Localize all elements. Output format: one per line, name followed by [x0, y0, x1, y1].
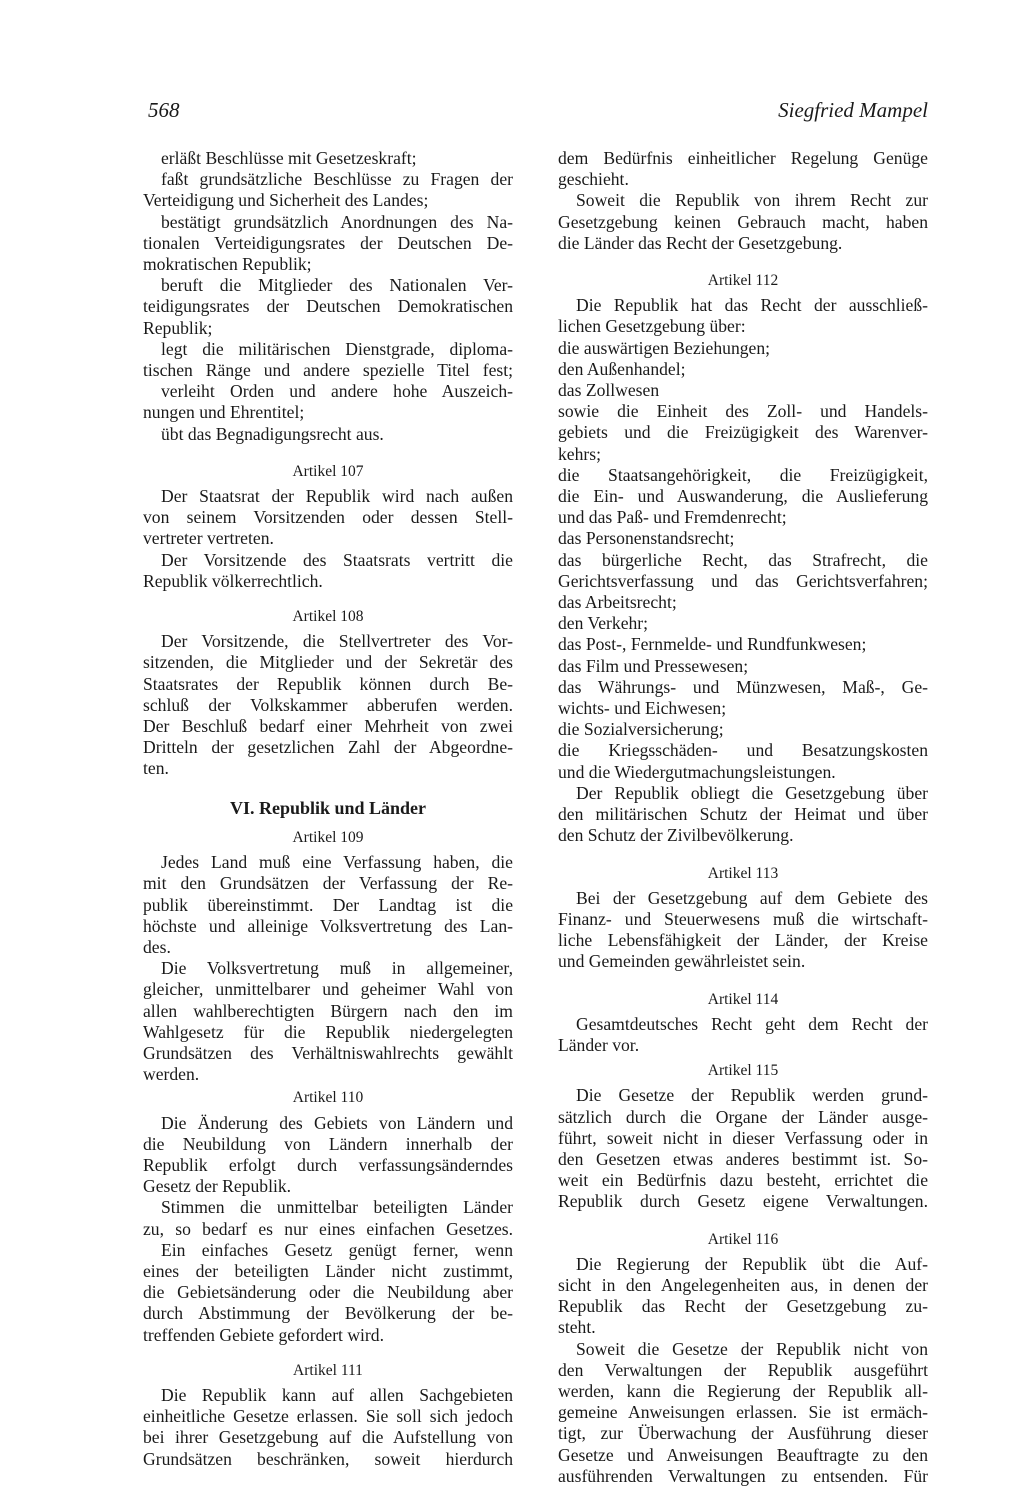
article-110-body — [143, 1113, 513, 1346]
text-line: teidigungsrates der Deutschen Demokratischen — [143, 296, 513, 317]
text-line: Republik erfolgt durch verfassungsänderndes — [143, 1154, 513, 1175]
text-line: durch Abstimmung der Bevölkerung der be- — [143, 1303, 513, 1324]
text-line: Der Vorsitzende, die Stellvertreter des Vor- — [161, 631, 513, 652]
text-line: zu, so bedarf es nur eines einfachen Gesetzes. — [143, 1218, 513, 1239]
text-line: den Außenhandel; — [558, 358, 686, 379]
text-line: eines der beteiligten Länder nicht zustimmt, — [143, 1260, 513, 1281]
text-line: das Personenstandsrecht; — [558, 528, 735, 549]
text-line: kehrs; — [558, 443, 601, 464]
text-line: dem Bedürfnis einheitlicher Regelung Genüge — [558, 148, 928, 168]
article-heading: Artikel 111 — [293, 1361, 363, 1379]
text-line: Gesamtdeutsches Recht geht dem Recht der — [576, 1013, 928, 1034]
page-header — [148, 98, 928, 128]
text-line: Verteidigung und Sicherheit des Landes; — [143, 190, 429, 211]
text-line: Gesetzgebung keinen Gebrauch macht, haben — [558, 211, 928, 232]
text-line: den militärischen Schutz der Heimat und über — [558, 804, 928, 825]
text-line: den Schutz der Zivilbevölkerung. — [558, 825, 794, 846]
article-heading: Artikel 115 — [707, 1062, 779, 1080]
text-line: steht. — [558, 1317, 596, 1338]
text-line: sicht in den Angelegenheiten aus, in denen der — [558, 1274, 928, 1295]
text-line: die auswärtigen Beziehungen; — [558, 337, 771, 358]
text-line: die Staatsangehörigkeit, die Freizügigkeit, — [558, 464, 928, 485]
text-line: gemeine Anweisungen erlassen. Sie ist ermäch- — [558, 1402, 928, 1423]
text-line: sätzlich durch die Organe der Länder ausge- — [558, 1106, 928, 1127]
text-line: Stimmen die unmittelbar beteiligten Länder — [161, 1197, 513, 1218]
text-line: Der Beschluß bedarf einer Mehrheit von zwei — [143, 716, 513, 737]
text-line: Finanz- und Steuerwesens muß die wirtschaft- — [558, 908, 928, 929]
text-line: den Verwaltungen der Republik ausgeführt — [558, 1359, 928, 1380]
text-line: Republik durch Gesetz eigene Verwaltungen. — [558, 1191, 928, 1212]
text-line: bei ihrer Gesetzgebung auf die Aufstellung von — [143, 1427, 513, 1448]
text-line: Die Gesetze der Republik werden grund- — [576, 1085, 928, 1106]
text-line: die Sozialversicherung; — [558, 719, 724, 740]
text-line: nungen und Ehrentitel; — [143, 402, 305, 423]
section-heading: VI. Republik und Länder — [229, 797, 427, 818]
text-line: faßt grundsätzliche Beschlüsse zu Fragen der — [161, 169, 513, 190]
article-111-continuation — [558, 148, 928, 254]
left-column — [143, 148, 513, 1470]
text-line: Grundsätzen des Verhältniswahlrechts gewählt — [143, 1042, 513, 1063]
text-line: Die Änderung des Gebiets von Ländern und — [161, 1112, 513, 1133]
text-line: die Neubildung von Ländern innerhalb der — [143, 1133, 513, 1154]
text-line: vertreter vertreten. — [143, 528, 274, 549]
text-line: und das Paß- und Fremdenrecht; — [558, 507, 787, 528]
article-heading: Artikel 109 — [292, 828, 364, 846]
text-line: den Gesetzen etwas anderes bestimmt ist. So- — [558, 1148, 928, 1169]
text-line: tionalen Verteidigungsrates der Deutschen De- — [143, 232, 513, 253]
article-116-body — [558, 1254, 928, 1487]
article-heading: Artikel 116 — [707, 1230, 779, 1248]
text-line: sowie die Einheit des Zoll- und Handels- — [558, 401, 928, 422]
text-line: das bürgerliche Recht, das Strafrecht, die — [558, 549, 928, 570]
article-heading: Artikel 108 — [292, 608, 364, 626]
text-line: Gesetz der Republik. — [143, 1176, 292, 1197]
text-line: von seinem Vorsitzenden oder dessen Stell- — [143, 507, 513, 528]
article-heading: Artikel 114 — [707, 990, 779, 1008]
text-line: Jedes Land muß eine Verfassung haben, die — [161, 852, 513, 873]
text-line: die Kriegsschäden- und Besatzungskosten — [558, 740, 928, 761]
text-line: Die Republik hat das Recht der ausschließ- — [576, 295, 928, 316]
article-heading: Artikel 107 — [292, 462, 364, 480]
text-line: Republik völkerrechtlich. — [143, 570, 323, 591]
text-line: mokratischen Republik; — [143, 254, 312, 275]
running-title: Siegfried Mampel — [778, 98, 928, 122]
text-line: und Gemeinden gewährleistet sein. — [558, 951, 806, 972]
text-line: Die Volksvertretung muß in allgemeiner, — [161, 958, 513, 979]
article-114-body — [558, 1014, 928, 1056]
text-line: das Arbeitsrecht; — [558, 592, 677, 613]
text-line: Grundsätzen beschränken, soweit hierdurch — [143, 1448, 513, 1469]
article-108-body — [143, 631, 513, 779]
text-line: Bei der Gesetzgebung auf dem Gebiete des — [576, 887, 928, 908]
text-line: gleicher, unmittelbarer und geheimer Wahl von — [143, 979, 513, 1000]
text-line: das Zollwesen — [558, 380, 660, 401]
text-line: bestätigt grundsätzlich Anordnungen des Na- — [161, 211, 513, 232]
text-line: mit den Grundsätzen der Verfassung der Re- — [143, 873, 513, 894]
text-line: geschieht. — [558, 169, 629, 190]
text-line: werden. — [143, 1064, 200, 1085]
article-106-continuation — [143, 148, 513, 445]
article-heading: Artikel 112 — [707, 272, 779, 290]
text-line: Staatsrates der Republik können durch Be- — [143, 673, 513, 694]
article-112-body — [558, 295, 928, 846]
text-line: Die Republik kann auf allen Sachgebieten — [161, 1384, 513, 1405]
text-line: und die Wiedergutmachungsleistungen. — [558, 761, 836, 782]
text-line: allen wahlberechtigten Bürgern nach den im — [143, 1000, 513, 1021]
article-113-body — [558, 888, 928, 973]
text-line: Soweit die Republik von ihrem Recht zur — [576, 190, 928, 211]
text-line: Gerichtsverfassung und das Gerichtsverfahren; — [558, 570, 928, 591]
text-line: legt die militärischen Dienstgrade, diploma- — [161, 338, 513, 359]
text-line: wichts- und Eichwesen; — [558, 698, 727, 719]
text-line: Soweit die Gesetze der Republik nicht von — [576, 1338, 928, 1359]
text-line: übt das Begnadigungsrecht aus. — [161, 423, 384, 444]
text-line: Republik das Recht der Gesetzgebung zu- — [558, 1296, 928, 1317]
text-line: verleiht Orden und andere hohe Auszeich- — [161, 381, 513, 402]
right-column — [558, 148, 928, 1487]
text-line: erläßt Beschlüsse mit Gesetzeskraft; — [161, 148, 417, 168]
text-line: Wahlgesetz für die Republik niedergelegten — [143, 1021, 513, 1042]
page-number: 568 — [148, 98, 180, 122]
text-line: beruft die Mitglieder des Nationalen Ver- — [161, 275, 513, 296]
text-line: lichen Gesetzgebung über: — [558, 316, 746, 337]
text-line: die Ein- und Auswanderung, die Auslieferung — [558, 486, 928, 507]
text-line: schluß der Volkskammer abberufen werden. — [143, 694, 513, 715]
text-line: publik übereinstimmt. Der Landtag ist die — [143, 894, 513, 915]
text-line: Die Regierung der Republik übt die Auf- — [576, 1253, 928, 1274]
text-line: einheitliche Gesetze erlassen. Sie soll sich jedoch — [143, 1406, 513, 1427]
text-line: Ein einfaches Gesetz genügt ferner, wenn — [161, 1239, 513, 1260]
text-line: treffenden Gebiete gefordert wird. — [143, 1324, 384, 1345]
text-line: liche Lebensfähigkeit der Länder, der Kreise — [558, 930, 928, 951]
text-line: tigt, zur Überwachung der Ausführung dieser — [558, 1423, 928, 1444]
text-line: ausführenden Verwaltungen zu entsenden. Für — [558, 1465, 928, 1486]
text-line: Dritteln der gesetzlichen Zahl der Abgeordne- — [143, 737, 513, 758]
article-107-body — [143, 486, 513, 592]
text-line: werden, kann die Regierung der Republik all- — [558, 1380, 928, 1401]
text-line: Gesetze und Anweisungen Beauftragte zu den — [558, 1444, 928, 1465]
text-line: tischen Ränge und andere spezielle Titel fest; — [143, 360, 513, 381]
text-line: die Gebietsänderung oder die Neubildung aber — [143, 1282, 513, 1303]
article-115-body — [558, 1085, 928, 1212]
text-line: den Verkehr; — [558, 613, 649, 634]
text-line: des. — [143, 936, 171, 957]
text-line: Länder vor. — [558, 1034, 640, 1055]
text-line: sitzenden, die Mitglieder und der Sekretär des — [143, 652, 513, 673]
text-line: Der Vorsitzende des Staatsrats vertritt die — [161, 549, 513, 570]
text-line: das Post-, Fernmelde- und Rundfunkwesen; — [558, 634, 867, 655]
text-line: ten. — [143, 758, 169, 779]
text-line: Der Staatsrat der Republik wird nach außen — [161, 486, 513, 507]
article-heading: Artikel 113 — [707, 864, 779, 882]
text-line: Republik; — [143, 317, 213, 338]
text-line: Der Republik obliegt die Gesetzgebung über — [576, 782, 928, 803]
text-line: führt, soweit nicht in dieser Verfassung oder in — [558, 1127, 928, 1148]
article-heading: Artikel 110 — [292, 1089, 364, 1107]
text-line: höchste und alleinige Volksvertretung des Lan- — [143, 915, 513, 936]
text-line: das Währungs- und Münzwesen, Maß-, Ge- — [558, 676, 928, 697]
article-111-body — [143, 1385, 513, 1470]
text-line: das Film und Pressewesen; — [558, 655, 749, 676]
article-109-body — [143, 852, 513, 1085]
text-line: weit ein Bedürfnis dazu besteht, errichtet die — [558, 1170, 928, 1191]
text-line: die Länder das Recht der Gesetzgebung. — [558, 232, 843, 253]
text-line: gebiets und die Freizügigkeit des Warenver- — [558, 422, 928, 443]
